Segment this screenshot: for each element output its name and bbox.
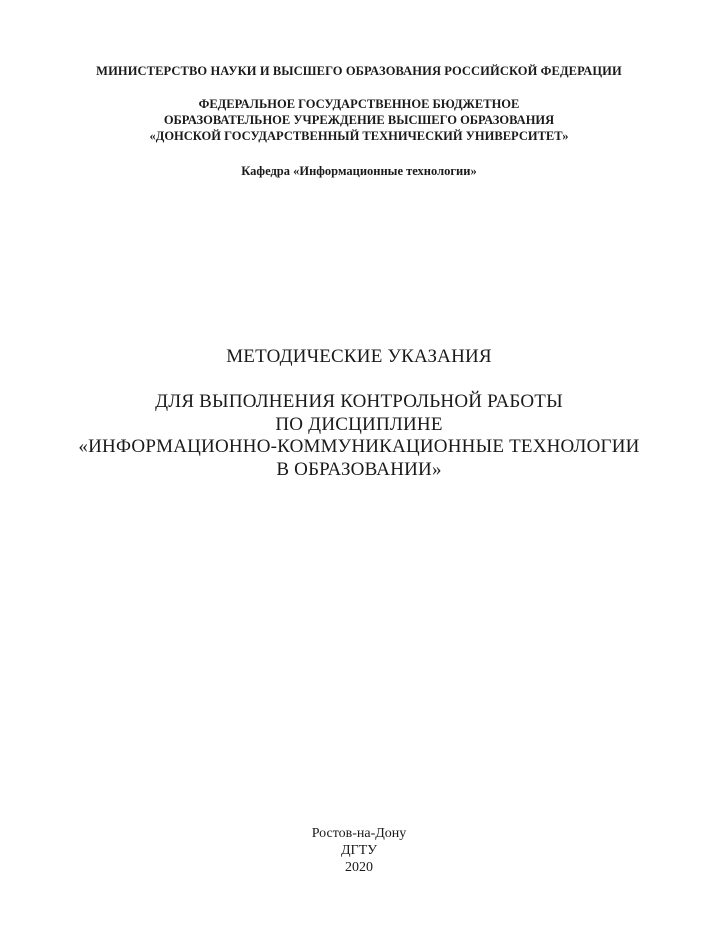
publication-city: Ростов-на-Дону bbox=[311, 826, 407, 841]
department-name: Кафедра «Информационные технологии» bbox=[241, 164, 477, 178]
subtitle-line-3: «ИНФОРМАЦИОННО-КОММУНИКАЦИОННЫЕ ТЕХНОЛОГИИ bbox=[78, 436, 640, 457]
institution-line-2: ОБРАЗОВАТЕЛЬНОЕ УЧРЕЖДЕНИЕ ВЫСШЕГО ОБРАЗОВАНИЯ bbox=[163, 113, 555, 127]
institution-line-1: ФЕДЕРАЛЬНОЕ ГОСУДАРСТВЕННОЕ БЮДЖЕТНОЕ bbox=[198, 97, 520, 111]
ministry-name: МИНИСТЕРСТВО НАУКИ И ВЫСШЕГО ОБРАЗОВАНИЯ РОССИЙСКОЙ ФЕДЕРАЦИИ bbox=[96, 64, 622, 78]
subtitle-line-4: В ОБРАЗОВАНИИ» bbox=[276, 459, 442, 480]
publisher-name: ДГТУ bbox=[340, 843, 378, 858]
institution-line-3: «ДОНСКОЙ ГОСУДАРСТВЕННЫЙ ТЕХНИЧЕСКИЙ УНИВЕРСИТЕТ» bbox=[149, 129, 569, 143]
publication-year: 2020 bbox=[345, 860, 373, 875]
subtitle-line-1: ДЛЯ ВЫПОЛНЕНИЯ КОНТРОЛЬНОЙ РАБОТЫ bbox=[155, 391, 563, 412]
document-title: МЕТОДИЧЕСКИЕ УКАЗАНИЯ bbox=[226, 346, 492, 367]
subtitle-line-2: ПО ДИСЦИПЛИНЕ bbox=[275, 414, 443, 435]
